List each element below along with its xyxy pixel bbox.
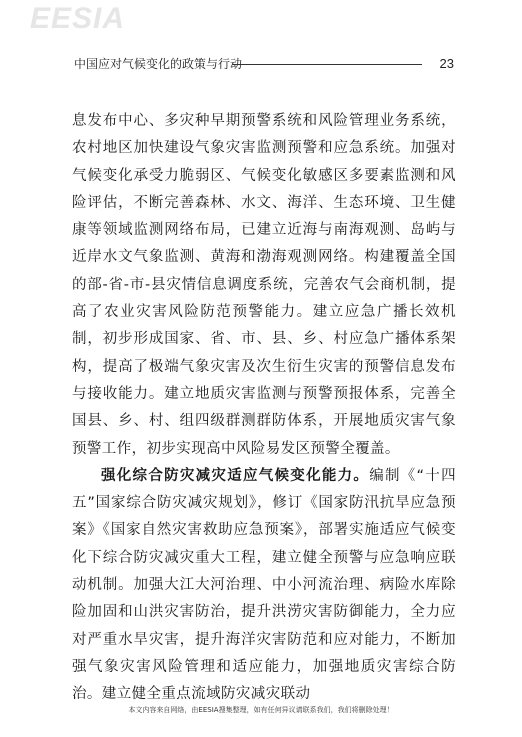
paragraph-text: 息发布中心、多灾种早期预警系统和风险管理业务系统，农村地区加快建设气象灾害监测预警和应急系统。加强对气候变化承受力脆弱区、气候变化敏感区多要素监测和风险评估，不断完善森林、水文、海洋、生态环境、卫生健康等领域监测网络布局，已建立近海与南海观测、岛屿与近岸水文气象监测、黄海和渤海观测网络。构建覆盖全国的部-省-市-县灾情信息调度系统，完善农气会商机制，提高了农业灾害风险防范预警能力。建立应急广播长效机制，初步形成国家、省、市、县、乡、村应急广播体系架构，提高了极端气象灾害及次生衍生灾害的预警信息发布与接收能力。建立地质灾害监测与预警预报体系，完善全国县、乡、村、组四级群测群防体系，开展地质灾害气象预警工作，初步实现高中风险易发区预警全覆盖。 [72,113,456,457]
body-text [72,108,456,709]
footer-disclaimer: 本文内容来自网络，由EESIA搜集整理，如有任何异议请联系我们，我们将删除处理！ [128,706,394,714]
running-header-title: 中国应对气候变化的政策与行动 [74,57,243,71]
page-header [74,56,454,72]
eesia-watermark-logo: EESIA [30,2,126,35]
paragraph-lead-heading: 强化综合防灾减灾适应气候变化能力。 [101,467,370,484]
page-number: 23 [439,56,454,71]
paragraph-disaster-reduction [72,463,456,709]
header-divider-line [232,64,422,65]
paragraph-text: 编制《“十四五”国家综合防灾减灾规划》，修订《国家防汛抗旱应急预案》《国家自然灾害救助应急预案》，部署实施适应气候变化下综合防灾减灾重大工程，建立健全预警与应急响应联动机制。加强大江大河治理、中小河流治理、病险水库除险加固和山洪灾害防治，提升洪涝灾害防御能力，全力应对严重水旱灾害，提升海洋灾害防范和应对能力，不断加强气象灾害风险管理和适应能力，加强地质灾害综合防治。建立健全重点流域防灾减灾联动 [72,467,456,703]
paragraph-continued [72,108,456,463]
